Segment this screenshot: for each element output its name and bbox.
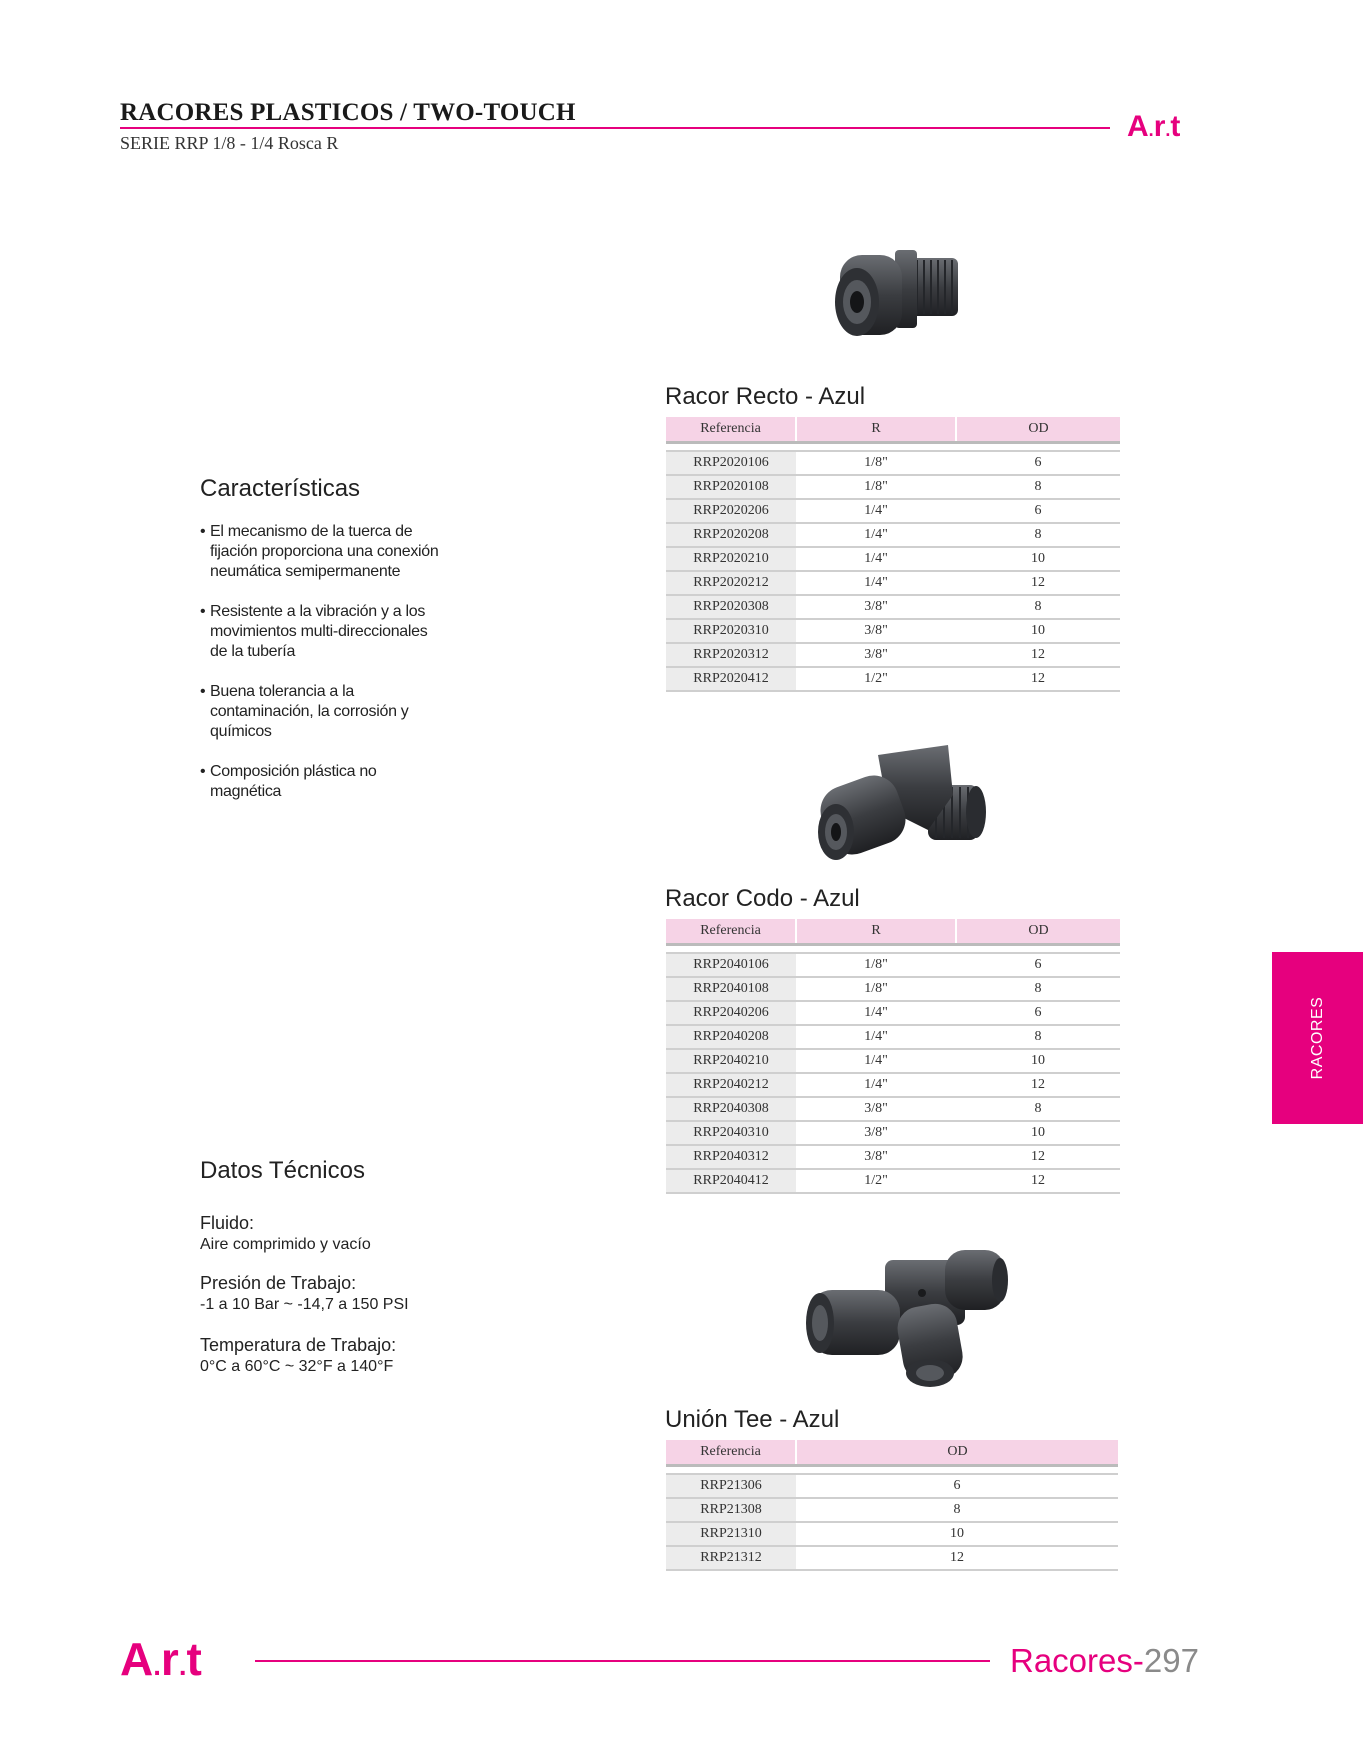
straight-fitting-table — [666, 417, 1120, 692]
tech-pressure — [200, 1273, 409, 1314]
tech-label: Fluido: — [200, 1213, 255, 1233]
table-row: RRP2040210 1/4" 10 — [666, 1049, 1120, 1073]
column-header: Referencia — [666, 417, 796, 443]
footer-section: Racores- — [1010, 1642, 1144, 1679]
elbow-fitting-icon — [808, 740, 993, 870]
table-row: RRP2040108 1/8" 8 — [666, 977, 1120, 1001]
table-row: RRP2040212 1/4" 12 — [666, 1073, 1120, 1097]
column-header: OD — [956, 919, 1120, 945]
tech-value: Aire comprimido y vacío — [200, 1236, 371, 1253]
tech-heading: Datos Técnicos — [200, 1157, 365, 1184]
tech-temperature — [200, 1335, 396, 1376]
table-row: RRP21306 6 — [666, 1474, 1118, 1498]
table-row: RRP2040312 3/8" 12 — [666, 1145, 1120, 1169]
tee-fitting-table — [666, 1440, 1118, 1571]
page-subtitle: SERIE RRP 1/8 - 1/4 Rosca R — [120, 133, 339, 153]
table-row: RRP2020310 3/8" 10 — [666, 619, 1120, 643]
product-title-elbow: Racor Codo - Azul — [665, 885, 860, 912]
table-row: RRP2020312 3/8" 12 — [666, 643, 1120, 667]
features-heading: Características — [200, 475, 361, 502]
column-header: OD — [796, 1440, 1118, 1466]
section-side-tab[interactable] — [1272, 952, 1363, 1124]
table-row: RRP2040206 1/4" 6 — [666, 1001, 1120, 1025]
side-tab-label: RACORES — [1308, 996, 1326, 1080]
table-row: RRP2020206 1/4" 6 — [666, 499, 1120, 523]
table-row: RRP2040310 3/8" 10 — [666, 1121, 1120, 1145]
product-title-tee: Unión Tee - Azul — [665, 1406, 840, 1433]
column-header: R — [796, 919, 956, 945]
table-row: RRP2040412 1/2" 12 — [666, 1169, 1120, 1193]
table-row: RRP21312 12 — [666, 1546, 1118, 1570]
features-list — [200, 522, 440, 822]
table-row: RRP2020210 1/4" 10 — [666, 547, 1120, 571]
table-row: RRP2020308 3/8" 8 — [666, 595, 1120, 619]
footer-logo: A . r . t — [120, 1633, 202, 1685]
page-number: 297 — [1143, 1642, 1199, 1679]
tech-fluid — [200, 1213, 371, 1254]
product-title-straight: Racor Recto - Azul — [665, 383, 866, 410]
table-row: RRP21308 8 — [666, 1498, 1118, 1522]
tech-label: Temperatura de Trabajo: — [200, 1335, 397, 1355]
table-row: RRP2020106 1/8" 6 — [666, 451, 1120, 475]
feature-item: • Buena tolerancia a la contaminación, la corrosión y químicos — [200, 682, 440, 742]
table-row: RRP2020212 1/4" 12 — [666, 571, 1120, 595]
column-header: Referencia — [666, 919, 796, 945]
table-row: RRP21310 10 — [666, 1522, 1118, 1546]
tech-label: Presión de Trabajo: — [200, 1273, 357, 1293]
table-row: RRP2040208 1/4" 8 — [666, 1025, 1120, 1049]
header-logo: A . r . t — [1127, 110, 1181, 143]
tech-value: -1 a 10 Bar ~ -14,7 a 150 PSI — [200, 1296, 409, 1313]
straight-fitting-icon — [825, 240, 975, 355]
feature-item: • Resistente a la vibración y a los movimientos multi-direccionales de la tubería — [200, 602, 440, 662]
footer-rule — [255, 1660, 990, 1662]
table-row: RRP2040106 1/8" 6 — [666, 953, 1120, 977]
header-rule — [120, 127, 1110, 129]
column-header: Referencia — [666, 1440, 796, 1466]
table-row: RRP2020208 1/4" 8 — [666, 523, 1120, 547]
feature-item: • El mecanismo de la tuerca de fijación proporciona una conexión neumática semipermanente — [200, 522, 440, 582]
tee-fitting-icon — [795, 1245, 1015, 1395]
feature-item: • Composición plástica no magnética — [200, 762, 440, 802]
column-header: OD — [956, 417, 1120, 443]
tech-value: 0°C a 60°C ~ 32°F a 140°F — [200, 1358, 394, 1375]
table-row: RRP2020412 1/2" 12 — [666, 667, 1120, 691]
column-header: R — [796, 417, 956, 443]
table-row: RRP2020108 1/8" 8 — [666, 475, 1120, 499]
elbow-fitting-table — [666, 919, 1120, 1194]
footer-page-label — [1010, 1642, 1199, 1680]
page-title: RACORES PLASTICOS / TWO-TOUCH — [120, 99, 576, 126]
table-row: RRP2040308 3/8" 8 — [666, 1097, 1120, 1121]
